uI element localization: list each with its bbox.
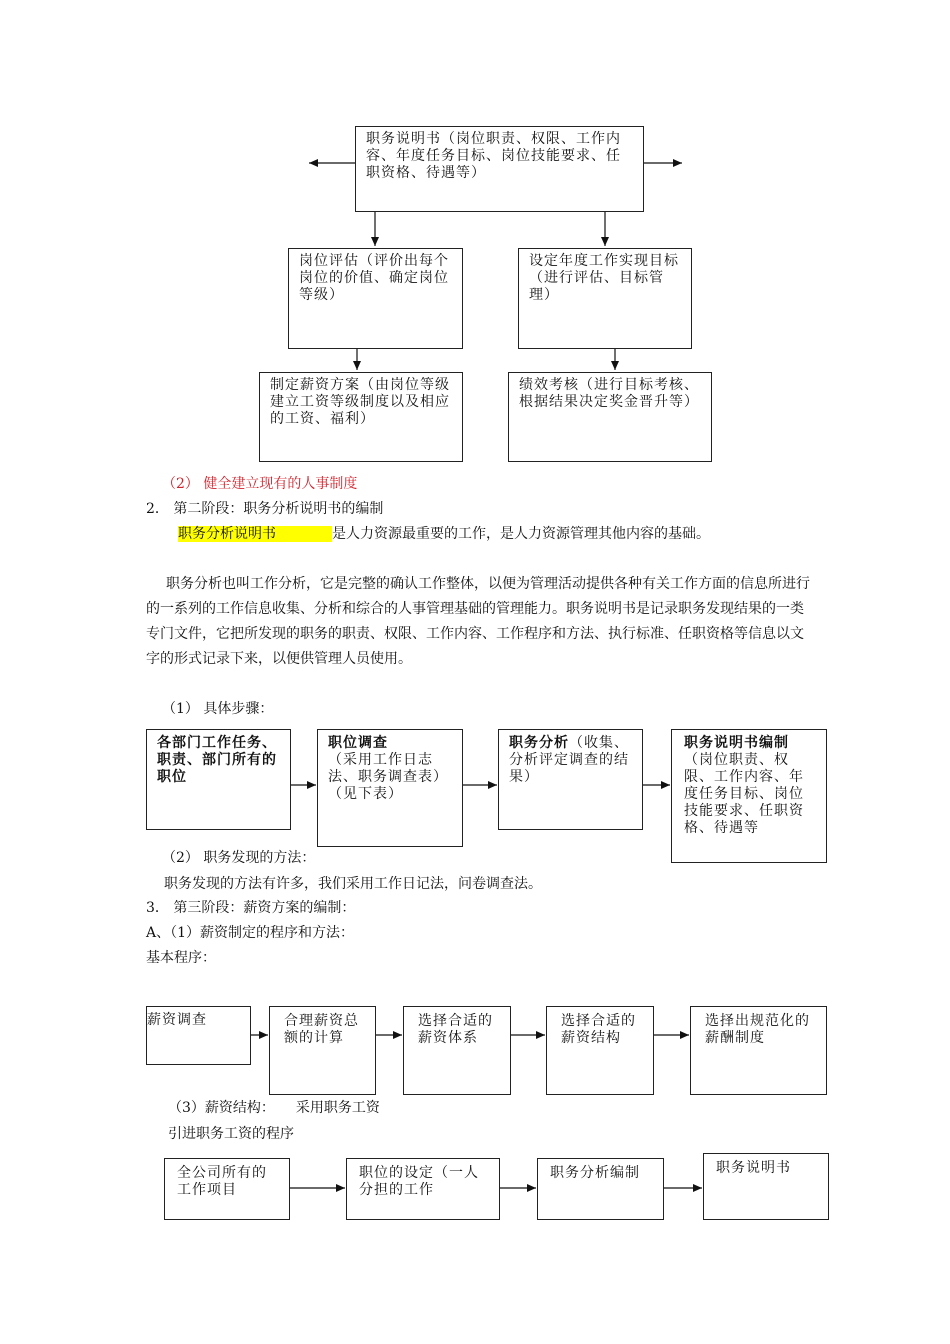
flow1-step-3-body: （收集、分析评定调查的结果） [509, 735, 629, 785]
stage3-title: 3． 第三阶段：薪资方案的编制： [146, 900, 356, 916]
flow2-step-3-text: 选择合适的薪资体系 [418, 1013, 493, 1046]
flow2-step-4-text: 选择合适的薪资结构 [561, 1013, 636, 1046]
performance-text: 绩效考核（进行目标考核、根据结果决定奖金晋升等） [519, 377, 699, 410]
post-evaluation-text: 岗位评估（评价出每个岗位的价值、确定岗位等级） [299, 253, 449, 303]
annual-target-text: 设定年度工作实现目标（进行评估、目标管理） [529, 253, 679, 303]
flow3-step-1 [164, 1158, 290, 1220]
flow1-step-3-title: 职务分析 [509, 735, 569, 751]
flow1-step-4 [671, 729, 827, 863]
section-2-heading: （2） 健全建立现有的人事制度 [162, 476, 358, 492]
flow1-step-4-body: （岗位职责、权限、工作内容、年度任务目标、岗位技能要求、任职资格、待遇等 [684, 752, 804, 836]
flow1-step-4-title: 职务说明书编制 [684, 735, 789, 751]
flow3-step-1-text: 全公司所有的工作项目 [177, 1165, 267, 1198]
flow2-step-4 [546, 1006, 654, 1095]
performance-box [508, 372, 712, 462]
job-description-box [355, 126, 644, 212]
salary-plan-text: 制定薪资方案（由岗位等级建立工资等级制度以及相应的工资、福利） [270, 377, 450, 427]
salary-plan-box [259, 372, 463, 462]
flow3-step-4 [703, 1153, 829, 1220]
paragraph-1 [146, 522, 811, 547]
stage2-title: 2． 第二阶段：职务分析说明书的编制 [146, 501, 384, 517]
flow1-step-2 [317, 729, 463, 847]
method-text: 职务发现的方法有许多，我们采用工作日记法，问卷调查法。 [164, 876, 542, 892]
flow3-step-2-text: 职位的设定（一人分担的工作 [359, 1165, 479, 1198]
flow2-step-1 [146, 1006, 251, 1065]
flow2-step-2-text: 合理薪资总额的计算 [284, 1013, 359, 1046]
highlight-pad [276, 526, 332, 542]
flow1-step-2-body: （采用工作日志法、职务调查表）（见下表） [328, 752, 448, 802]
paragraph-2: 职务分析也叫工作分析，它是完整的确认工作整体，以便为管理活动提供各种有关工作方面的信息所进行的一系列的工作信息收集、分析和综合的人事管理基础的管理能力。职务说明书是记录职务发现结果的一类专门文件，它把所发现的职务的职责、权限、工作内容、工作程序和方法、执行标准、任职资格等信息以文字的形式记录下来，以便供管理人员使用。 [146, 576, 810, 667]
flow1-step-3 [498, 729, 643, 830]
flow2-step-5 [690, 1006, 827, 1095]
flow2-step-5-text: 选择出规范化的薪酬制度 [705, 1013, 810, 1046]
post-evaluation-box [288, 248, 463, 349]
flow3-step-2 [346, 1158, 500, 1220]
flow2-step-1-text: 薪资调查 [147, 1012, 207, 1028]
job-description-text: 职务说明书（岗位职责、权限、工作内容、年度任务目标、岗位技能要求、任职资格、待遇等） [366, 131, 621, 181]
flow3-step-3-text: 职务分析编制 [550, 1165, 640, 1181]
basic-label: 基本程序： [146, 950, 216, 966]
annual-target-box [518, 248, 692, 349]
salary-structure-line: （3）薪资结构： 采用职务工资 [168, 1100, 380, 1116]
intro-label: 引进职务工资的程序 [168, 1126, 294, 1142]
flow1-step-1 [146, 729, 291, 830]
flow2-step-3 [403, 1006, 511, 1095]
stage3-a: A、（1）薪资制定的程序和方法： [146, 925, 355, 941]
flow2-step-2 [269, 1006, 376, 1095]
flow3-step-3 [537, 1158, 664, 1220]
steps-label: （1） 具体步骤： [162, 701, 274, 717]
flow3-step-4-text: 职务说明书 [716, 1160, 791, 1176]
flow1-step-1-title: 各部门工作任务、职责、部门所有的职位 [157, 735, 277, 785]
paragraph-1-rest: 是人力资源最重要的工作，是人力资源管理其他内容的基础。 [332, 526, 710, 542]
highlight-job-analysis: 职务分析说明书 [178, 526, 276, 542]
method-label: （2） 职务发现的方法： [162, 850, 316, 866]
flow1-step-2-title: 职位调查 [328, 735, 388, 751]
